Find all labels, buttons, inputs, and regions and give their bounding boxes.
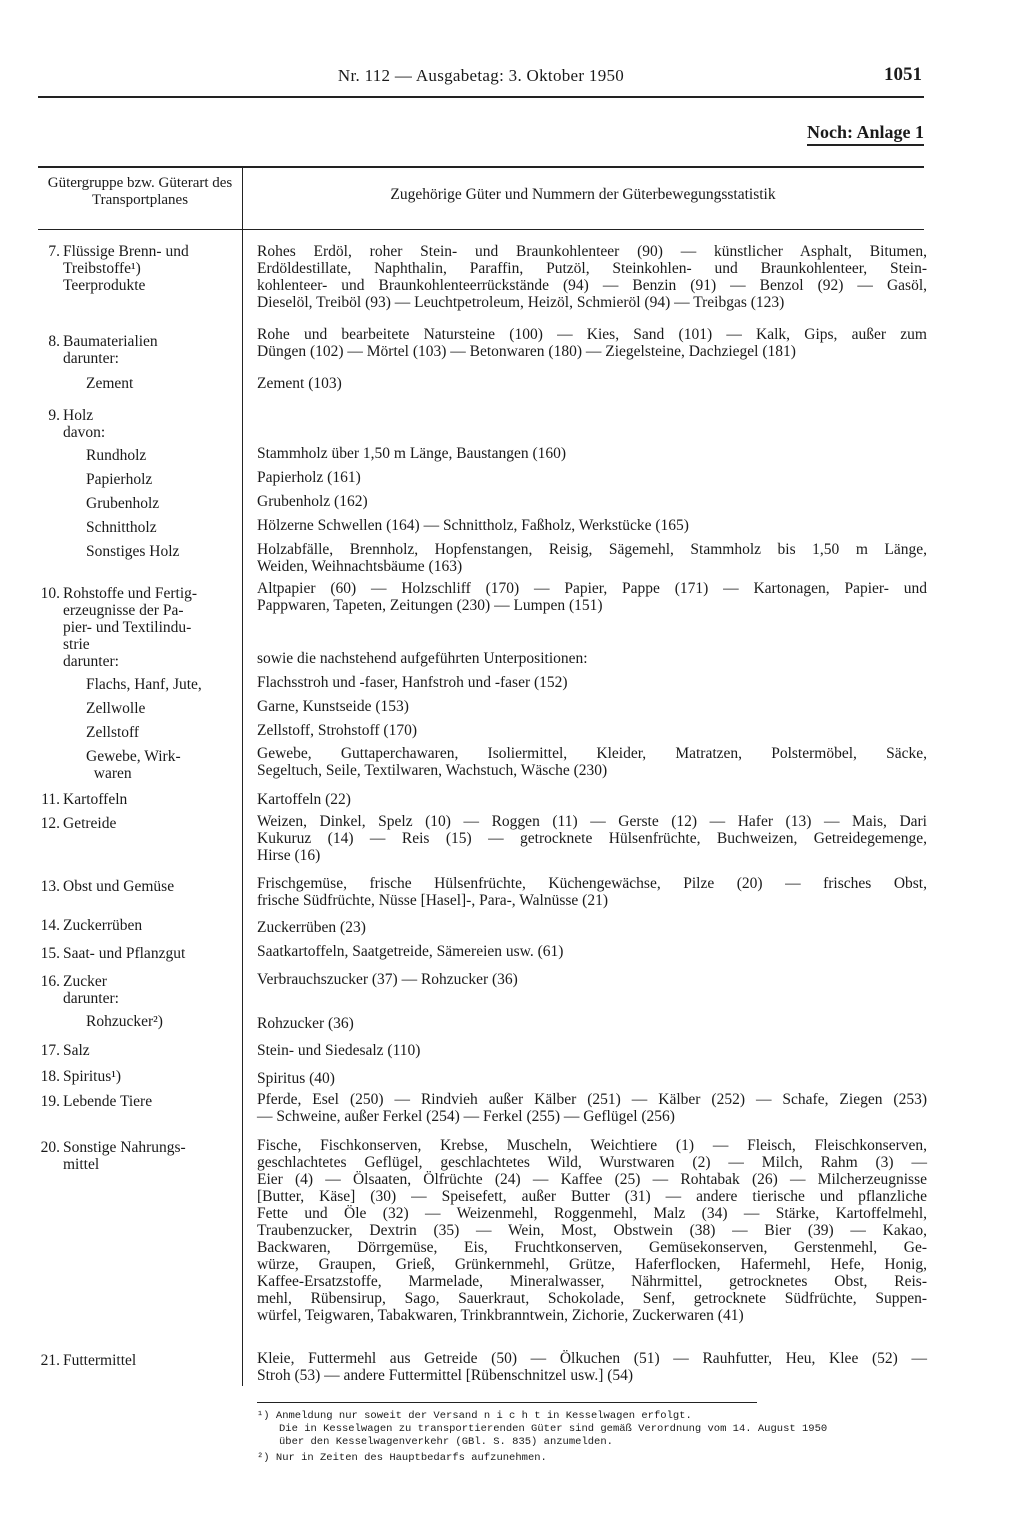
row-13-label: 13. Obst und Gemüse: [40, 878, 175, 895]
table-column-divider: [242, 166, 243, 1386]
row-15-goods: Saatkartoffeln, Saatgetreide, Sämereien usw. (61): [257, 943, 564, 960]
row-8-label: 8. Baumaterialien darunter:: [48, 333, 158, 367]
row-9-goods-3: Grubenholz (162): [257, 493, 368, 510]
row-10-goods: Altpapier (60) — Holzschliff (170) — Papier, Pappe (171) — Kartonagen, Papier- und Pappwaren, Tapeten, Zeitungen (230) — Lumpen (151): [257, 580, 927, 614]
row-16-goods-rohzucker: Rohzucker (36): [257, 1015, 354, 1032]
column-header-goods-numbers: Zugehörige Güter und Nummern der Güterbewegungsstatistik: [390, 186, 776, 203]
row-9-item-rundholz: Rundholz: [86, 447, 147, 464]
row-9-goods-4: Hölzerne Schwellen (164) — Schnittholz, Faßholz, Werkstücke (165): [257, 517, 689, 534]
row-10-item-flachs: Flachs, Hanf, Jute,: [86, 676, 202, 693]
row-20-goods: Fische, Fischkonserven, Krebse, Muscheln, Weichtiere (1) — Fleisch, Fleischkonserven, geschlachtetes Geflügel, geschlachtetes Wild, Wurstwaren (2) — Milch, Rahm (3) — Eier (4) — Ölsaaten, Ölfrüchte (24) — Kaffee (25) — Rohtabak (26) — Milcherzeugnisse [Butter, Käse] (30) — Speisefett, außer Butter (31) — andere tierische und pflanzliche Fette und Öle (32) — Weizenmehl, Roggenmehl, Malz (34) — Stärke, Kartoffelmehl, Traubenzucker, Dextrin (35) — Wein, Most, Obstwein (38) — Bier (39) — Kakao, Backwaren, Dörrgemüse, Eis, Fruchtkonserven, Gemüsekonserven, Gerstenmehl, Ge- würze, Graupen, Grieß, Grünkernmehl, Grütze, Haferflocken, Hafermehl, Hefe, Honig, Kaffee-Ersatzstoffe, Marmelade, Mineralwasser, Nährmittel, getrocknetes Obst, Reis- mehl, Rübensirup, Sago, Sauerkraut, Schokolade, Senf, getrocknete Südfrüchte, Suppen- würfel, Teigwaren, Tabakwaren, Trinkbranntwein, Zichorie, Zuckerwaren (41): [257, 1137, 927, 1324]
row-8-item-zement: Zement: [86, 375, 134, 392]
row-10-item-zellstoff: Zellstoff: [86, 724, 140, 741]
issue-line: Nr. 112 — Ausgabetag: 3. Oktober 1950: [337, 66, 625, 85]
row-17-label: 17. Salz: [40, 1042, 90, 1059]
table-top-rule: [38, 166, 924, 168]
row-10-subpositions-note: sowie die nachstehend aufgeführten Unterpositionen:: [257, 650, 588, 667]
row-9-goods-1: Stammholz über 1,50 m Länge, Baustangen (160): [257, 445, 567, 462]
page-number: 1051: [884, 64, 922, 85]
row-17-goods: Stein- und Siedesalz (110): [257, 1042, 421, 1059]
row-20-label: 20. Sonstige Nahrungs- mittel: [40, 1139, 186, 1173]
row-number: 7.: [48, 243, 60, 260]
row-9-item-schnittholz: Schnittholz: [86, 519, 157, 536]
row-21-label: 21. Futtermittel: [40, 1352, 137, 1369]
page-header: [38, 60, 924, 98]
row-16-label: 16. Zucker darunter:: [40, 973, 119, 1007]
row-19-label: 19. Lebende Tiere: [40, 1093, 153, 1110]
row-10-item-zellwolle: Zellwolle: [86, 700, 146, 717]
row-21-goods: Kleie, Futtermehl aus Getreide (50) — Ölkuchen (51) — Rauhfutter, Heu, Klee (52) — Stroh (53) — andere Futtermittel [Rübenschnitzel usw.] (54): [257, 1350, 927, 1384]
row-14-goods: Zuckerrüben (23): [257, 919, 366, 936]
row-7-label: 7. Flüssige Brenn- und Treibstoffe¹) Teerprodukte: [40, 243, 236, 294]
row-10-goods-zellwolle: Garne, Kunstseide (153): [257, 698, 409, 715]
row-7-goods: Rohes Erdöl, roher Stein- und Braunkohlenteer (90) — künstlicher Asphalt, Bitumen, Erdöldestillate, Naphthalin, Paraffin, Putzöl, Steinkohlen- und Braunkohlenteer, Stein- kohlenteer- und Braunkohlenteerrückstände (94) — Benzin (91) — Benzol (92) — Gasöl, Dieselöl, Treiböl (93) — Leuchtpetroleum, Heizöl, Schmieröl (94) — Treibgas (123): [257, 243, 927, 311]
row-19-goods: Pferde, Esel (250) — Rindvieh außer Kälber (251) — Kälber (252) — Schafe, Ziegen (253) — Schweine, außer Ferkel (254) — Ferkel (255) — Geflügel (256): [257, 1091, 927, 1125]
row-16-goods: Verbrauchszucker (37) — Rohzucker (36): [257, 971, 518, 988]
row-14-label: 14. Zuckerrüben: [40, 917, 143, 934]
row-9-label: 9. Holz davon:: [48, 407, 106, 441]
annex-title: Noch: Anlage 1: [807, 122, 924, 146]
row-10-goods-zellstoff: Zellstoff, Strohstoff (170): [257, 722, 418, 739]
row-8-goods-zement: Zement (103): [257, 375, 342, 392]
footnote-1: ¹) Anmeldung nur soweit der Versand n i c h t in Kesselwagen erfolgt. Die in Kesselwagen zu transportierenden Güter sind gemäß Verordnung vom 14. August 1950 über den Kesselwagenverkehr (GBl. S. 835) anzumelden.: [257, 1410, 828, 1448]
row-16-item-rohzucker: Rohzucker²): [86, 1013, 163, 1030]
row-9-goods-5: Holzabfälle, Brennholz, Hopfenstangen, Reisig, Sägemehl, Stammholz bis 1,50 m Länge, Weiden, Weihnachtsbäume (163): [257, 541, 927, 575]
row-11-label: 11. Kartoffeln: [41, 791, 128, 808]
row-9-item-papierholz: Papierholz: [86, 471, 153, 488]
row-9-goods-2: Papierholz (161): [257, 469, 361, 486]
footnote-rule: [257, 1402, 757, 1403]
row-18-label: 18. Spiritus¹): [40, 1068, 122, 1085]
row-12-label: 12. Getreide: [40, 815, 117, 832]
footnote-2: ²) Nur in Zeiten des Hauptbedarfs aufzunehmen.: [257, 1452, 547, 1464]
table-header-rule: [38, 229, 924, 230]
row-15-label: 15. Saat- und Pflanzgut: [40, 945, 186, 962]
row-10-goods-flachs: Flachsstroh und -faser, Hanfstroh und -faser (152): [257, 674, 568, 691]
row-8-goods: Rohe und bearbeitete Natursteine (100) — Kies, Sand (101) — Kalk, Gips, außer zum Düngen (102) — Mörtel (103) — Betonwaren (180) — Ziegelsteine, Dachziegel (181): [257, 326, 927, 360]
row-10-item-gewebe: Gewebe, Wirk- waren: [86, 748, 181, 782]
column-header-goods-group: Gütergruppe bzw. Güterart des Transportplanes: [47, 175, 233, 208]
row-9-item-sonstiges-holz: Sonstiges Holz: [86, 543, 180, 560]
row-9-item-grubenholz: Grubenholz: [86, 495, 160, 512]
row-18-goods: Spiritus (40): [257, 1070, 335, 1087]
row-11-goods: Kartoffeln (22): [257, 791, 351, 808]
row-13-goods: Frischgemüse, frische Hülsenfrüchte, Küchengewächse, Pilze (20) — frisches Obst, frische Südfrüchte, Nüsse [Hasel]-, Para-, Walnüsse (21): [257, 875, 927, 909]
row-10-label: 10. Rohstoffe und Fertig- erzeugnisse der Pa- pier- und Textilindu- strie darunter:: [40, 585, 198, 670]
row-12-goods: Weizen, Dinkel, Spelz (10) — Roggen (11) — Gerste (12) — Hafer (13) — Mais, Dari Kukuruz (14) — Reis (15) — getrocknete Hülsenfrüchte, Buchweizen, Getreidegemenge, Hirse (16): [257, 813, 927, 864]
row-10-goods-gewebe: Gewebe, Guttaperchawaren, Isoliermittel, Kleider, Matratzen, Polstermöbel, Säcke, Segeltuch, Seile, Textilwaren, Wachstuch, Wäsche (230): [257, 745, 927, 779]
